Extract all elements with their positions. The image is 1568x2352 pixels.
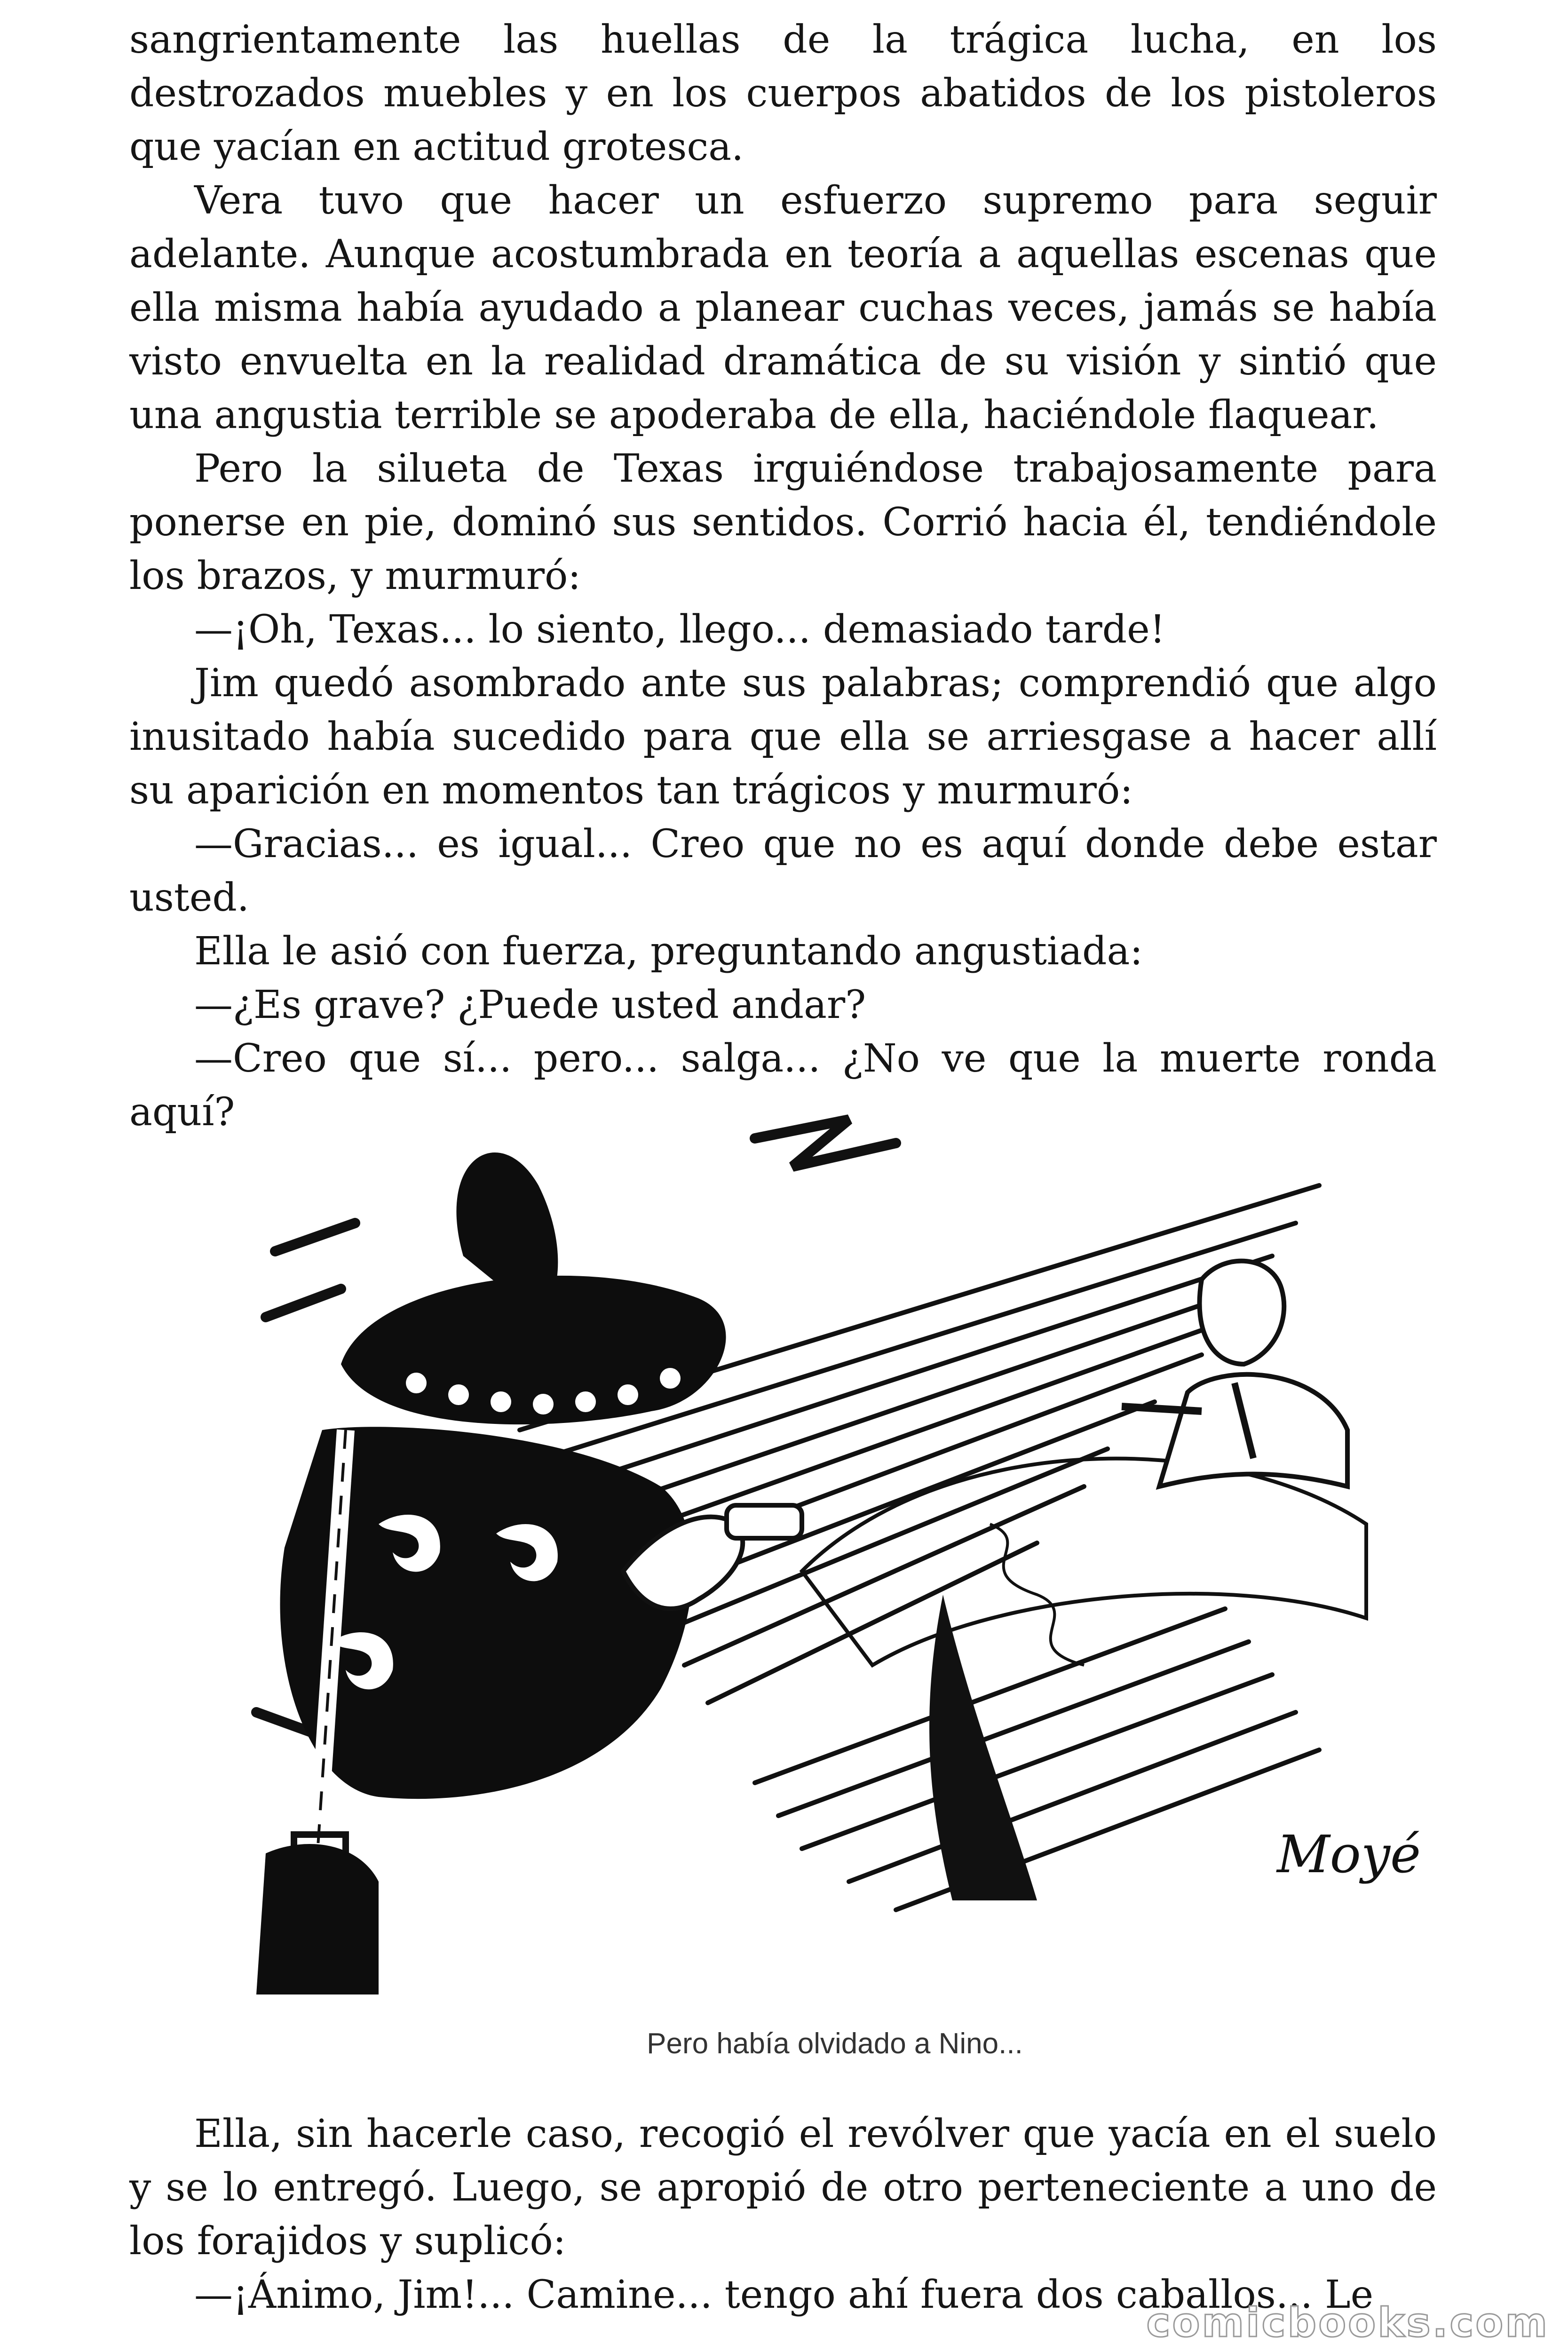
paragraph: —¡Ánimo, Jim!... Camine... tengo ahí fuera dos caballos... Le: [194, 2273, 1374, 2317]
bottom-text-block: [129, 2107, 1437, 2322]
paragraph: Ella le asió con fuerza, preguntando angustiada:: [194, 929, 1143, 974]
paragraph: Vera tuvo que hacer un esfuerzo supremo para seguir adelante. Aunque acostumbrada en teoría a aquellas escenas que ella misma había ayudado a planear cuchas veces, jamás se había visto envuelta en la realidad dramática de su visión y sintió que una angustia terrible se apoderaba de ella, haciéndole flaquear.: [129, 178, 1437, 437]
watermark-logo: comicbooks.com: [1146, 2299, 1549, 2346]
paragraph: Ella, sin hacerle caso, recogió el revólver que yacía en el suelo y se lo entregó. Luego, se apropió de otro perteneciente a uno de los forajidos y suplicó:: [129, 2112, 1437, 2264]
paragraph: —Creo que sí... pero... salga... ¿No ve que la muerte ronda aquí?: [129, 1036, 1437, 1135]
ink-drawing-gunfight: [238, 1101, 1432, 2023]
paragraph: —Gracias... es igual... Creo que no es aquí donde debe estar usted.: [129, 822, 1437, 920]
paragraph: —¿Es grave? ¿Puede usted andar?: [194, 983, 866, 1027]
illustration: [238, 1101, 1432, 2023]
paragraph: sangrientamente las huellas de la trágica lucha, en los destrozados muebles y en los cuerpos abatidos de los pistoleros que yacían en actitud grotesca.: [129, 17, 1437, 169]
artist-signature: Moyé: [1277, 1824, 1421, 1884]
paragraph: Jim quedó asombrado ante sus palabras; comprendió que algo inusitado había sucedido para que ella se arriesgase a hacer allí su aparición en momentos tan trágicos y murmuró:: [129, 661, 1437, 813]
paragraph: —¡Oh, Texas... lo siento, llego... demasiado tarde!: [194, 607, 1165, 652]
top-text-block: [129, 13, 1437, 1139]
illustration-caption: Pero había olvidado a Nino...: [647, 2027, 1023, 2060]
paragraph: Pero la silueta de Texas irguiéndose trabajosamente para ponerse en pie, dominó sus sentidos. Corrió hacia él, tendiéndole los brazos, y murmuró:: [129, 446, 1437, 598]
